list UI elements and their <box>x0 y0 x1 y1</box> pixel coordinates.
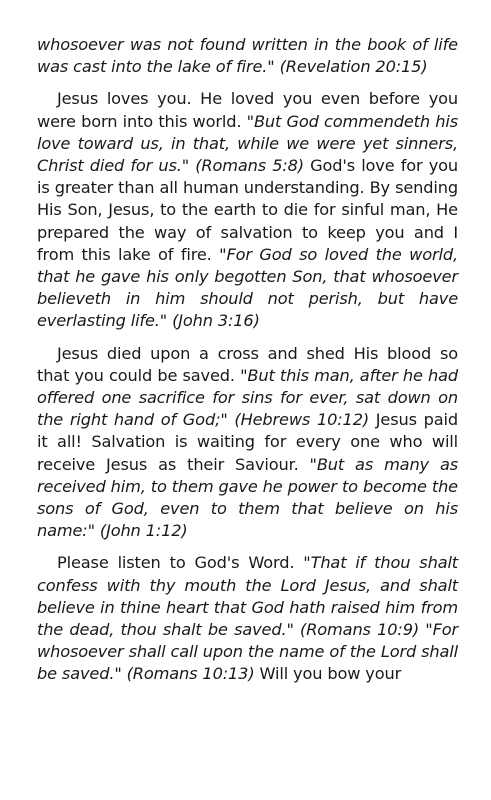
scripture-quote: "For God so loved the world, that he gave his only begotten Son, that whosoever believeth in him should not perish, but have everlasting life." (John 3:16) <box>37 244 458 331</box>
paragraph-1 <box>37 34 458 78</box>
body-text: Will you bow your <box>254 664 402 684</box>
document-page <box>37 34 458 696</box>
scripture-quote: "That if thou shalt confess with thy mouth the Lord Jesus, and shalt believe in thine heart that God hath raised him from the dead, thou shalt be saved." (Romans 10:9) "For whosoever shall call upon the name of the Lord shall be saved." (Romans 10:13) <box>37 553 459 684</box>
scripture-quote: "But this man, after he had offered one sacrifice for sins for ever, sat down on the right hand of God;" (Hebrews 10:12) <box>37 365 459 430</box>
body-text: God's love for you is greater than all human understanding. By sending His Son, Jesus, to the earth to die for sinful man, He prepared the way of salvation to keep you and I from this lake of fire. <box>37 156 458 264</box>
body-text: Please listen to God's Word. <box>57 553 304 573</box>
body-text: Jesus died upon a cross and shed His blood so that you could be saved. <box>37 343 458 385</box>
scripture-quote: whosoever was not found written in the book of life was cast into the lake of fire." (Revelation 20:15) <box>37 35 458 77</box>
paragraph-4 <box>37 552 458 685</box>
body-text: Jesus loves you. He loved you even before you were born into this world. <box>37 89 458 131</box>
scripture-quote: "But as many as received him, to them gave he power to become the sons of God, even to them that believe on his name:" (John 1:12) <box>37 454 458 541</box>
scripture-quote: "But God commendeth his love toward us, in that, while we were yet sinners, Christ died for us." (Romans 5:8) <box>37 111 458 176</box>
paragraph-3 <box>37 343 458 543</box>
body-text: Jesus paid it all! Salvation is waiting for every one who will receive Jesus as their Saviour. <box>37 410 458 474</box>
paragraph-2 <box>37 88 458 332</box>
